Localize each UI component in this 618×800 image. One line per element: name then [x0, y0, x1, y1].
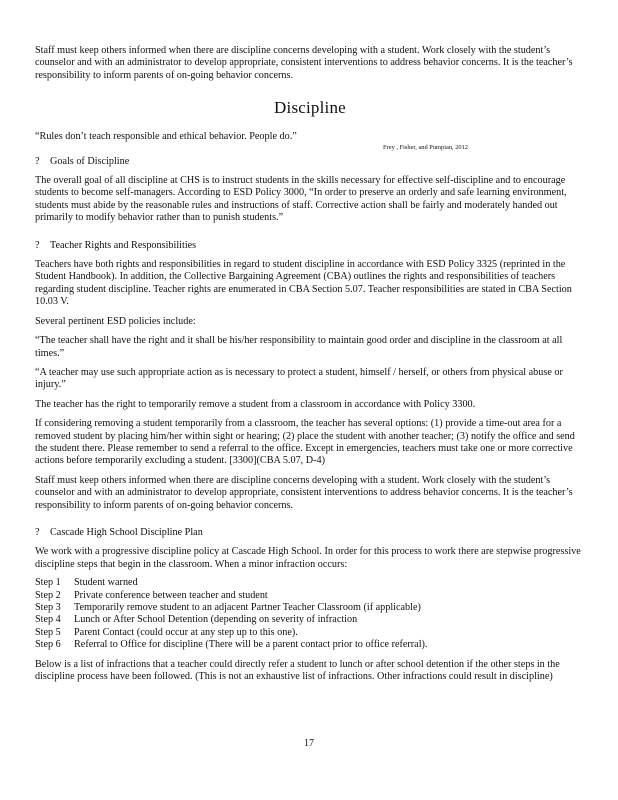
step-text: Private conference between teacher and student — [74, 589, 268, 601]
rights-paragraph-3: “The teacher shall have the right and it shall be his/her responsibility to maintain good order and discipline in the classroom at all times.” — [35, 335, 563, 359]
rights-paragraph-2: Several pertinent ESD policies include: — [35, 315, 196, 327]
intro-paragraph: Staff must keep others informed when there are discipline concerns developing with a student. Work closely with the student’s counselor and with an administrator to develop appropriate, consistent interventions to address behavior concerns. It is the teacher’s responsibility to inform parents of on-going behavior concerns. — [35, 45, 573, 81]
rights-paragraph-7: Staff must keep others informed when there are discipline concerns developing with a student. Work closely with the student’s counselor and with an administrator to develop appropriate, consistent interventions to address behavior concerns. It is the teacher’s responsibility to inform parents of on-going behavior concerns. — [35, 474, 573, 511]
rights-paragraph-4: “A teacher may use such appropriate action as is necessary to protect a student, himself / herself, or others from physical abuse or injury.” — [35, 366, 563, 391]
page-title: Discipline — [274, 98, 346, 118]
step-number: Step 5 — [35, 626, 61, 638]
list-item — [35, 577, 585, 589]
list-item — [35, 590, 585, 602]
goals-paragraph: The overall goal of all discipline at CHS is to instruct students in the skills necessary for effective self-discipline and to encourage students to become self-managers. According to ESD Policy 3000, “In order to preserve an orderly and safe learning environment, students must abide by the reasonable rules and instructions of staff. Corrective action shall be fairly and moderately handed out primarily to modify behavior rather than to punish students.” — [35, 175, 567, 224]
list-item — [35, 627, 585, 639]
rights-paragraph-1: Teachers have both rights and responsibilities in regard to student discipline in accordance with ESD Policy 3325 (reprinted in the Student Handbook). In addition, the Collective Bargaining Agreement (CBA) outlines the rights and responsibilities of teachers regarding student discipline. Teacher rights are enumerated in CBA Section 5.07. Teacher responsibilities are stated in CBA Section 10.03 V. — [35, 259, 572, 308]
step-text: Lunch or After School Detention (depending on severity of infraction — [74, 614, 358, 626]
step-number: Step 1 — [35, 577, 61, 589]
step-text: Parent Contact (could occur at any step up to this one). — [74, 626, 298, 638]
bullet-icon: ? — [35, 526, 40, 538]
section-heading-goals — [35, 156, 585, 168]
section-heading-label: Teacher Rights and Responsibilities — [50, 239, 197, 251]
step-text: Referral to Office for discipline (There will be a parent contact prior to office referral). — [74, 639, 428, 651]
step-number: Step 4 — [35, 614, 61, 626]
list-item — [35, 602, 585, 614]
epigraph-quote: “Rules don’t teach responsible and ethical behavior. People do.” — [35, 131, 297, 143]
bullet-icon: ? — [35, 239, 40, 251]
section-heading-plan — [35, 527, 585, 539]
step-text: Student warned — [74, 577, 138, 589]
rights-paragraph-6: If considering removing a student temporarily from a classroom, the teacher has several options: (1) provide a time-out area for a removed student by placing him/her within sight or hearing; (2) place the student with another teacher; (3) notify the office and send the student there. Please remember to send a referral to the office. Except in emergencies, teachers must take one or more corrective actions before temporarily excluding a student. [3300](CBA 5.07, D-4) — [35, 418, 575, 467]
step-text: Temporarily remove student to an adjacent Partner Teacher Classroom (if applicable) — [74, 602, 421, 613]
list-item — [35, 639, 585, 651]
rights-paragraph-5: The teacher has the right to temporarily remove a student from a classroom in accordance with Policy 3300. — [35, 398, 476, 410]
step-number: Step 3 — [35, 602, 61, 613]
step-number: Step 6 — [35, 639, 61, 651]
step-number: Step 2 — [35, 589, 61, 601]
page-number: 17 — [304, 738, 314, 749]
list-item — [35, 614, 585, 626]
discipline-steps-list — [35, 577, 585, 651]
plan-intro-paragraph: We work with a progressive discipline policy at Cascade High School. In order for this process to work there are stepwise progressive discipline steps that begin in the classroom. When a minor infraction occurs: — [35, 546, 581, 570]
section-heading-label: Goals of Discipline — [50, 155, 130, 167]
quote-attribution: Frey , Fisher, and Pumpian, 2012 — [383, 143, 468, 151]
section-heading-rights — [35, 240, 585, 252]
document-page — [35, 45, 585, 683]
section-heading-label: Cascade High School Discipline Plan — [50, 526, 203, 538]
bullet-icon: ? — [35, 155, 40, 167]
plan-closing-paragraph: Below is a list of infractions that a teacher could directly refer a student to lunch or after school detention if the other steps in the discipline process have been followed. (This is not an exhaustive list of infractions. Other infractions could result in discipline) — [35, 658, 560, 683]
